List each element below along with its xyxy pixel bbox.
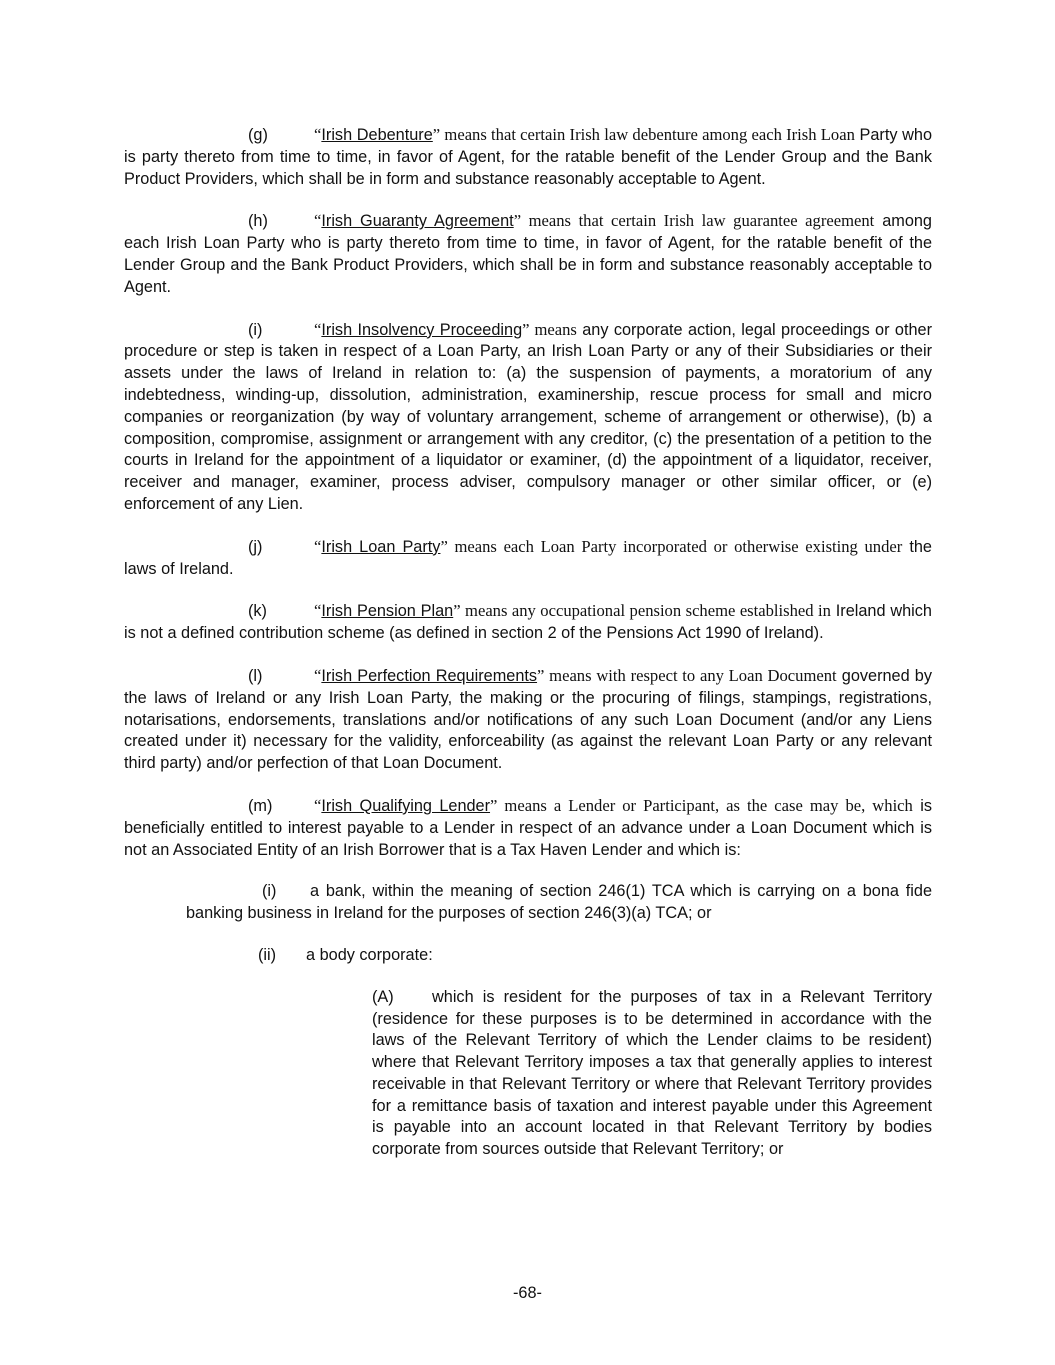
definition-lead: means with respect to any Loan Document (544, 665, 837, 685)
close-quote: ” (513, 211, 522, 231)
definition-lead: means that certain Irish law guarantee agreement (521, 211, 875, 231)
definition-lead: means any occupational pension scheme established in (460, 601, 831, 621)
open-quote: “ (314, 125, 322, 144)
defined-term: Irish Insolvency Proceeding (321, 320, 523, 339)
clause-label: (j) (248, 537, 263, 556)
open-quote: “ (314, 601, 322, 621)
definition-lead: means each Loan Party incorporated or otherwise existing under (447, 536, 903, 556)
definition-text: the laws of Ireland. (124, 537, 932, 578)
open-quote: “ (314, 319, 322, 339)
close-quote: ” (453, 601, 461, 621)
subclause-label: (ii) (258, 945, 277, 964)
definition-text: any corporate action, legal proceedings or other procedure or step is taken in respect of a Loan Party, an Irish Loan Party or any of their Subsidiaries or their assets under the laws of Ireland in relation to: (a) the suspension of payments, a moratorium of any indebtedness, winding-up, dissolution, administration, examinership, rescue process for small and micro companies or reorganization (by way of voluntary arrangement, scheme of arrangement or otherwise), (b) a composition, compromise, assignment or arrangement with any creditor, (c) the presentation of a petition to the courts in Ireland for the appointment of a liquidator or examiner, (d) the appointment of a liquidator, receiver, receiver and manager, examiner, process adviser, compulsory manager or other similar officer, or (e) enforcement of any Lien. (124, 320, 932, 513)
subclause-label: (A) (372, 987, 394, 1006)
close-quote: ” (432, 125, 441, 144)
clause-label: (i) (248, 320, 263, 339)
definition-lead: means a Lender or Participant, as the case may be, which (497, 795, 913, 815)
clause-label: (k) (248, 602, 267, 621)
defined-term: Irish Debenture (321, 126, 433, 144)
open-quote: “ (314, 211, 322, 231)
subclause-label: (i) (262, 882, 277, 901)
definition-lead: means (529, 319, 577, 339)
clause-label: (g) (248, 126, 268, 144)
definition-k (124, 600, 932, 645)
defined-term: Irish Perfection Requirements (321, 666, 538, 685)
definition-i (124, 319, 932, 516)
definition-text: Party who is party thereto from time to time, in favor of Agent, for the ratable benefit of the Lender Group and the Bank Product Providers, which shall be in form and substance reasonably acceptable to Agent. (124, 126, 932, 188)
close-quote: ” (522, 319, 530, 339)
clause-label: (h) (248, 212, 268, 231)
close-quote: ” (490, 795, 498, 815)
subclause-ii (258, 945, 932, 967)
page-number: -68- (513, 1284, 542, 1302)
defined-term: Irish Guaranty Agreement (321, 212, 514, 231)
definition-m (124, 795, 932, 861)
defined-term: Irish Loan Party (321, 537, 441, 556)
definition-h (124, 210, 932, 298)
defined-term: Irish Pension Plan (321, 602, 454, 621)
definition-text: Ireland which is not a defined contribution scheme (as defined in section 2 of the Pensions Act 1990 of Ireland). (124, 602, 932, 643)
open-quote: “ (314, 795, 322, 815)
definition-text: governed by the laws of Ireland or any Irish Loan Party, the making or the procuring of filings, stampings, registrations, notarisations, endorsements, translations and/or notifications of any such Loan Document (and/or any Liens created under it) necessary for the validity, enforceability (as against the relevant Loan Party or any relevant third party) and/or perfection of that Loan Document. (124, 666, 932, 773)
subclause-A (372, 987, 932, 1161)
subclause-text: a bank, within the meaning of section 246(1) TCA which is carrying on a bona fide banking business in Ireland for the purposes of section 246(3)(a) TCA; or (186, 882, 932, 923)
document-body (124, 124, 932, 1181)
clause-label: (m) (248, 796, 273, 815)
close-quote: ” (440, 536, 448, 556)
definition-j (124, 536, 932, 581)
open-quote: “ (314, 536, 322, 556)
definition-text: is beneficially entitled to interest payable to a Lender in respect of an advance under a Loan Document which is not an Associated Entity of an Irish Borrower that is a Tax Haven Lender and which is: (124, 796, 932, 859)
definition-l (124, 665, 932, 775)
defined-term: Irish Qualifying Lender (321, 796, 491, 815)
definition-text: among each Irish Loan Party who is party thereto from time to time, in favor of Agent, for the ratable benefit of the Lender Group and the Bank Product Providers, which shall be in form and substance reasonably acceptable to Agent. (124, 212, 932, 296)
clause-label: (l) (248, 666, 263, 685)
subclause-text: which is resident for the purposes of tax in a Relevant Territory (residence for these purposes is to be determined in accordance with the laws of the Relevant Territory of which the Lender claims to be resident) where that Relevant Territory imposes a tax that generally applies to interest receivable in that Relevant Territory or where that Relevant Territory provides for a remittance basis of taxation and interest payable under this Agreement is payable into an account located in that Relevant Territory by bodies corporate from sources outside that Relevant Territory; or (372, 987, 932, 1159)
subclause-i (186, 881, 932, 925)
open-quote: “ (314, 665, 322, 685)
definition-g (124, 124, 932, 190)
definition-lead: means that certain Irish law debenture among each Irish Loan (440, 125, 855, 144)
close-quote: ” (537, 665, 545, 685)
subclause-text: a body corporate: (306, 945, 433, 964)
